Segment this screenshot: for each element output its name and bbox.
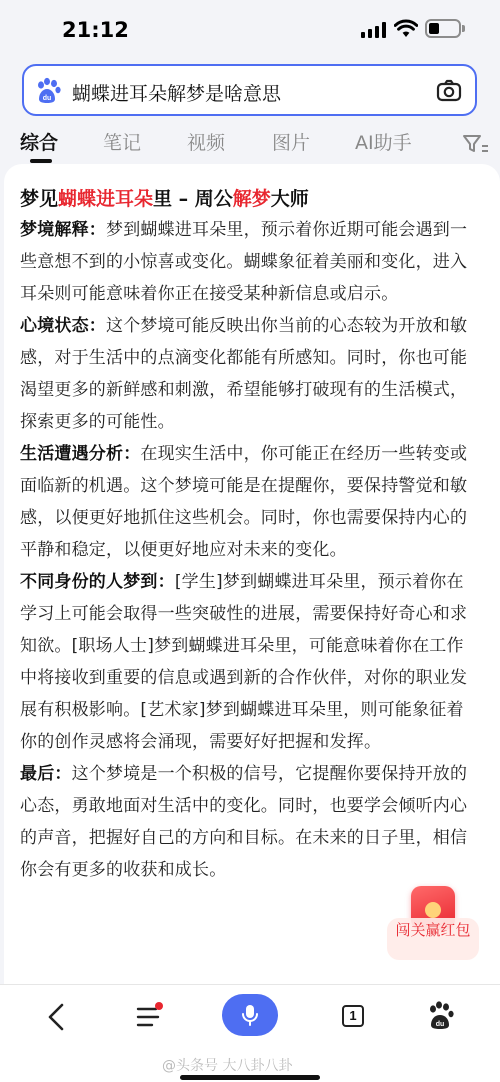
result-body [20, 214, 476, 886]
result-title[interactable]: 梦见蝴蝶进耳朵里 – 周公解梦大师 [20, 188, 309, 210]
conclusion: 最后：这个梦境是一个积极的信号，它提醒你要保持开放的心态，勇敢地面对生活中的变化。同时，也要学会倾听内心的声音，把握好自己的方向和目标。在未来的日子里，相信你会有更多的收获和成长。 [20, 764, 468, 880]
tabs-count: 1 [342, 1005, 364, 1027]
mental-state: 心境状态：这个梦境可能反映出你当前的心态较为开放和敏感，对于生活中的点滴变化都能有所感知。同时，你也可能渴望更多的新鲜感和刺激，希望能够打破现有的生活模式，探索更多的可能性。 [20, 316, 468, 432]
active-tab-indicator [30, 159, 52, 163]
different-identities: 不同身份的人梦到：[学生]梦到蝴蝶进耳朵里，预示着你在学习上可能会取得一些突破性的进展，需要保持好奇心和求知欲。[职场人士]梦到蝴蝶进耳朵里，可能意味着你在工作中将接收到重要的信息或遇到新的合作伙伴，对你的职业发展有积极影响。[艺术家]梦到蝴蝶进耳朵里，则可能象征着你的创作灵感将会涌现，需要好好把握和发挥。 [20, 572, 468, 752]
red-packet-promo[interactable] [387, 886, 495, 966]
baidu-home-icon[interactable] [422, 999, 462, 1035]
status-time: 21:12 [62, 18, 129, 42]
svg-text:du: du [42, 95, 52, 102]
bottom-nav [0, 984, 500, 1082]
svg-text:du: du [435, 1021, 445, 1028]
tab-all[interactable]: 综合 [20, 132, 59, 154]
cellular-signal-icon [361, 22, 387, 38]
camera-icon[interactable] [435, 77, 463, 105]
tab-videos[interactable]: 视频 [187, 132, 226, 154]
tab-images[interactable]: 图片 [272, 132, 311, 154]
dream-explanation: 梦境解释：梦到蝴蝶进耳朵里，预示着你近期可能会遇到一些意想不到的小惊喜或变化。蝴蝶象征着美丽和变化，进入耳朵则可能意味着你正在接受某种新信息或启示。 [20, 220, 468, 304]
back-icon[interactable] [38, 999, 78, 1035]
promo-label: 闯关赢红包 [387, 918, 479, 960]
battery-level [429, 23, 439, 34]
life-analysis: 生活遭遇分析：在现实生活中，你可能正在经历一些转变或面临新的机遇。这个梦境可能是在提醒你，要保持警觉和敏感，以便更好地抓住这些机会。同时，你也需要保持内心的平静和稳定，以便更好地应对未来的变化。 [20, 444, 468, 560]
search-input[interactable]: 蝴蝶进耳朵解梦是啥意思 [72, 83, 282, 105]
tabs-count-button[interactable] [333, 999, 373, 1035]
battery-icon [425, 19, 461, 38]
home-indicator[interactable] [180, 1075, 320, 1080]
result-tabs [0, 124, 500, 164]
microphone-icon [238, 1003, 262, 1027]
search-box[interactable] [22, 64, 477, 116]
tab-ai-assistant[interactable]: AI助手 [355, 132, 412, 154]
status-bar [0, 0, 500, 58]
filter-icon[interactable] [462, 132, 488, 156]
baidu-paw-icon [34, 77, 62, 105]
watermark: @头条号 大八卦八卦 [162, 1058, 293, 1074]
tab-notes[interactable]: 笔记 [103, 132, 142, 154]
menu-icon[interactable] [128, 999, 168, 1035]
wifi-icon [394, 19, 418, 39]
voice-search-button[interactable] [222, 994, 278, 1036]
result-card[interactable] [4, 164, 500, 984]
